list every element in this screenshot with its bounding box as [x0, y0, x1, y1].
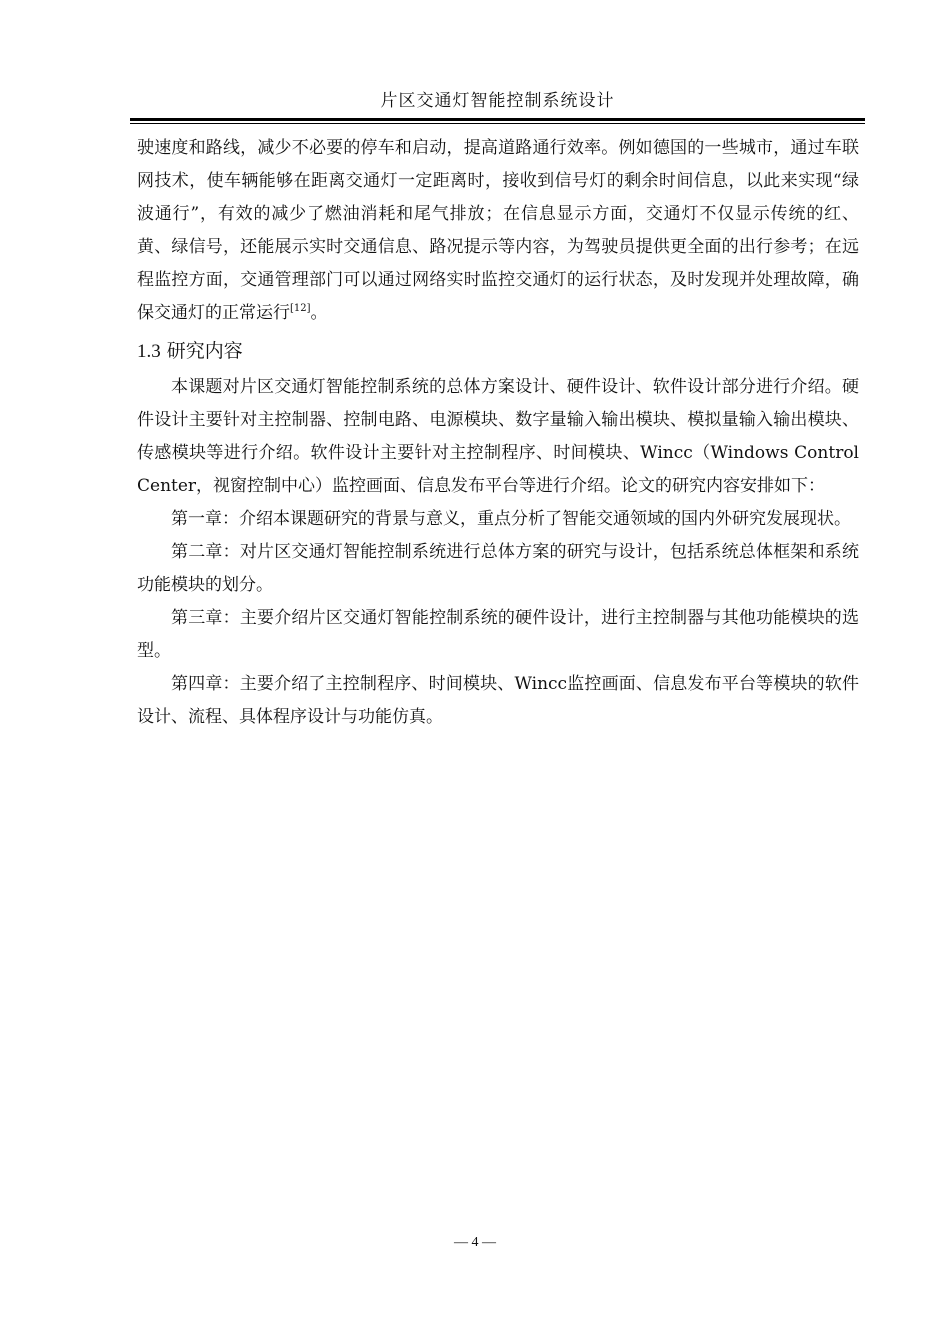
continuation-paragraph: [137, 132, 859, 330]
continuation-end: 。: [310, 303, 328, 323]
citation-reference: [12]: [290, 303, 311, 314]
section-number: 1.3: [137, 341, 161, 362]
section-heading: [137, 336, 859, 367]
page-number: — 4 —: [454, 1235, 496, 1250]
section-title: 研究内容: [166, 340, 243, 362]
header-rule-thick: [130, 118, 865, 121]
chapter-1-paragraph: 第一章：介绍本课题研究的背景与意义，重点分析了智能交通领域的国内外研究发展现状。: [171, 509, 851, 529]
page-header-title: 片区交通灯智能控制系统设计: [380, 91, 615, 111]
header-rule-thin: [130, 123, 865, 124]
chapter-4-paragraph: 第四章：主要介绍了主控制程序、时间模块、Wincc监控画面、信息发布平台等模块的软件设计、流程、具体程序设计与功能仿真。: [137, 674, 859, 727]
intro-paragraph: 本课题对片区交通灯智能控制系统的总体方案设计、硬件设计、软件设计部分进行介绍。硬件设计主要针对主控制器、控制电路、电源模块、数字量输入输出模块、模拟量输入输出模块、传感模块等进行介绍。软件设计主要针对主控制程序、时间模块、Wincc（Windows Control Center，视窗控制中心）监控画面、信息发布平台等进行介绍。论文的研究内容安排如下：: [137, 377, 859, 496]
continuation-text: 驶速度和路线，减少不必要的停车和启动，提高道路通行效率。例如德国的一些城市，通过车联网技术，使车辆能够在距离交通灯一定距离时，接收到信号灯的剩余时间信息，以此来实现“绿波通行”，有效的减少了燃油消耗和尾气排放；在信息显示方面，交通灯不仅显示传统的红、黄、绿信号，还能展示实时交通信息、路况提示等内容，为驾驶员提供更全面的出行参考；在远程监控方面，交通管理部门可以通过网络实时监控交通灯的运行状态，及时发现并处理故障，确保交通灯的正常运行: [137, 138, 859, 323]
chapter-2-paragraph: 第二章：对片区交通灯智能控制系统进行总体方案的研究与设计，包括系统总体框架和系统功能模块的划分。: [137, 542, 859, 595]
chapter-3-paragraph: 第三章：主要介绍片区交通灯智能控制系统的硬件设计，进行主控制器与其他功能模块的选型。: [137, 608, 859, 661]
page-body: [137, 132, 859, 734]
